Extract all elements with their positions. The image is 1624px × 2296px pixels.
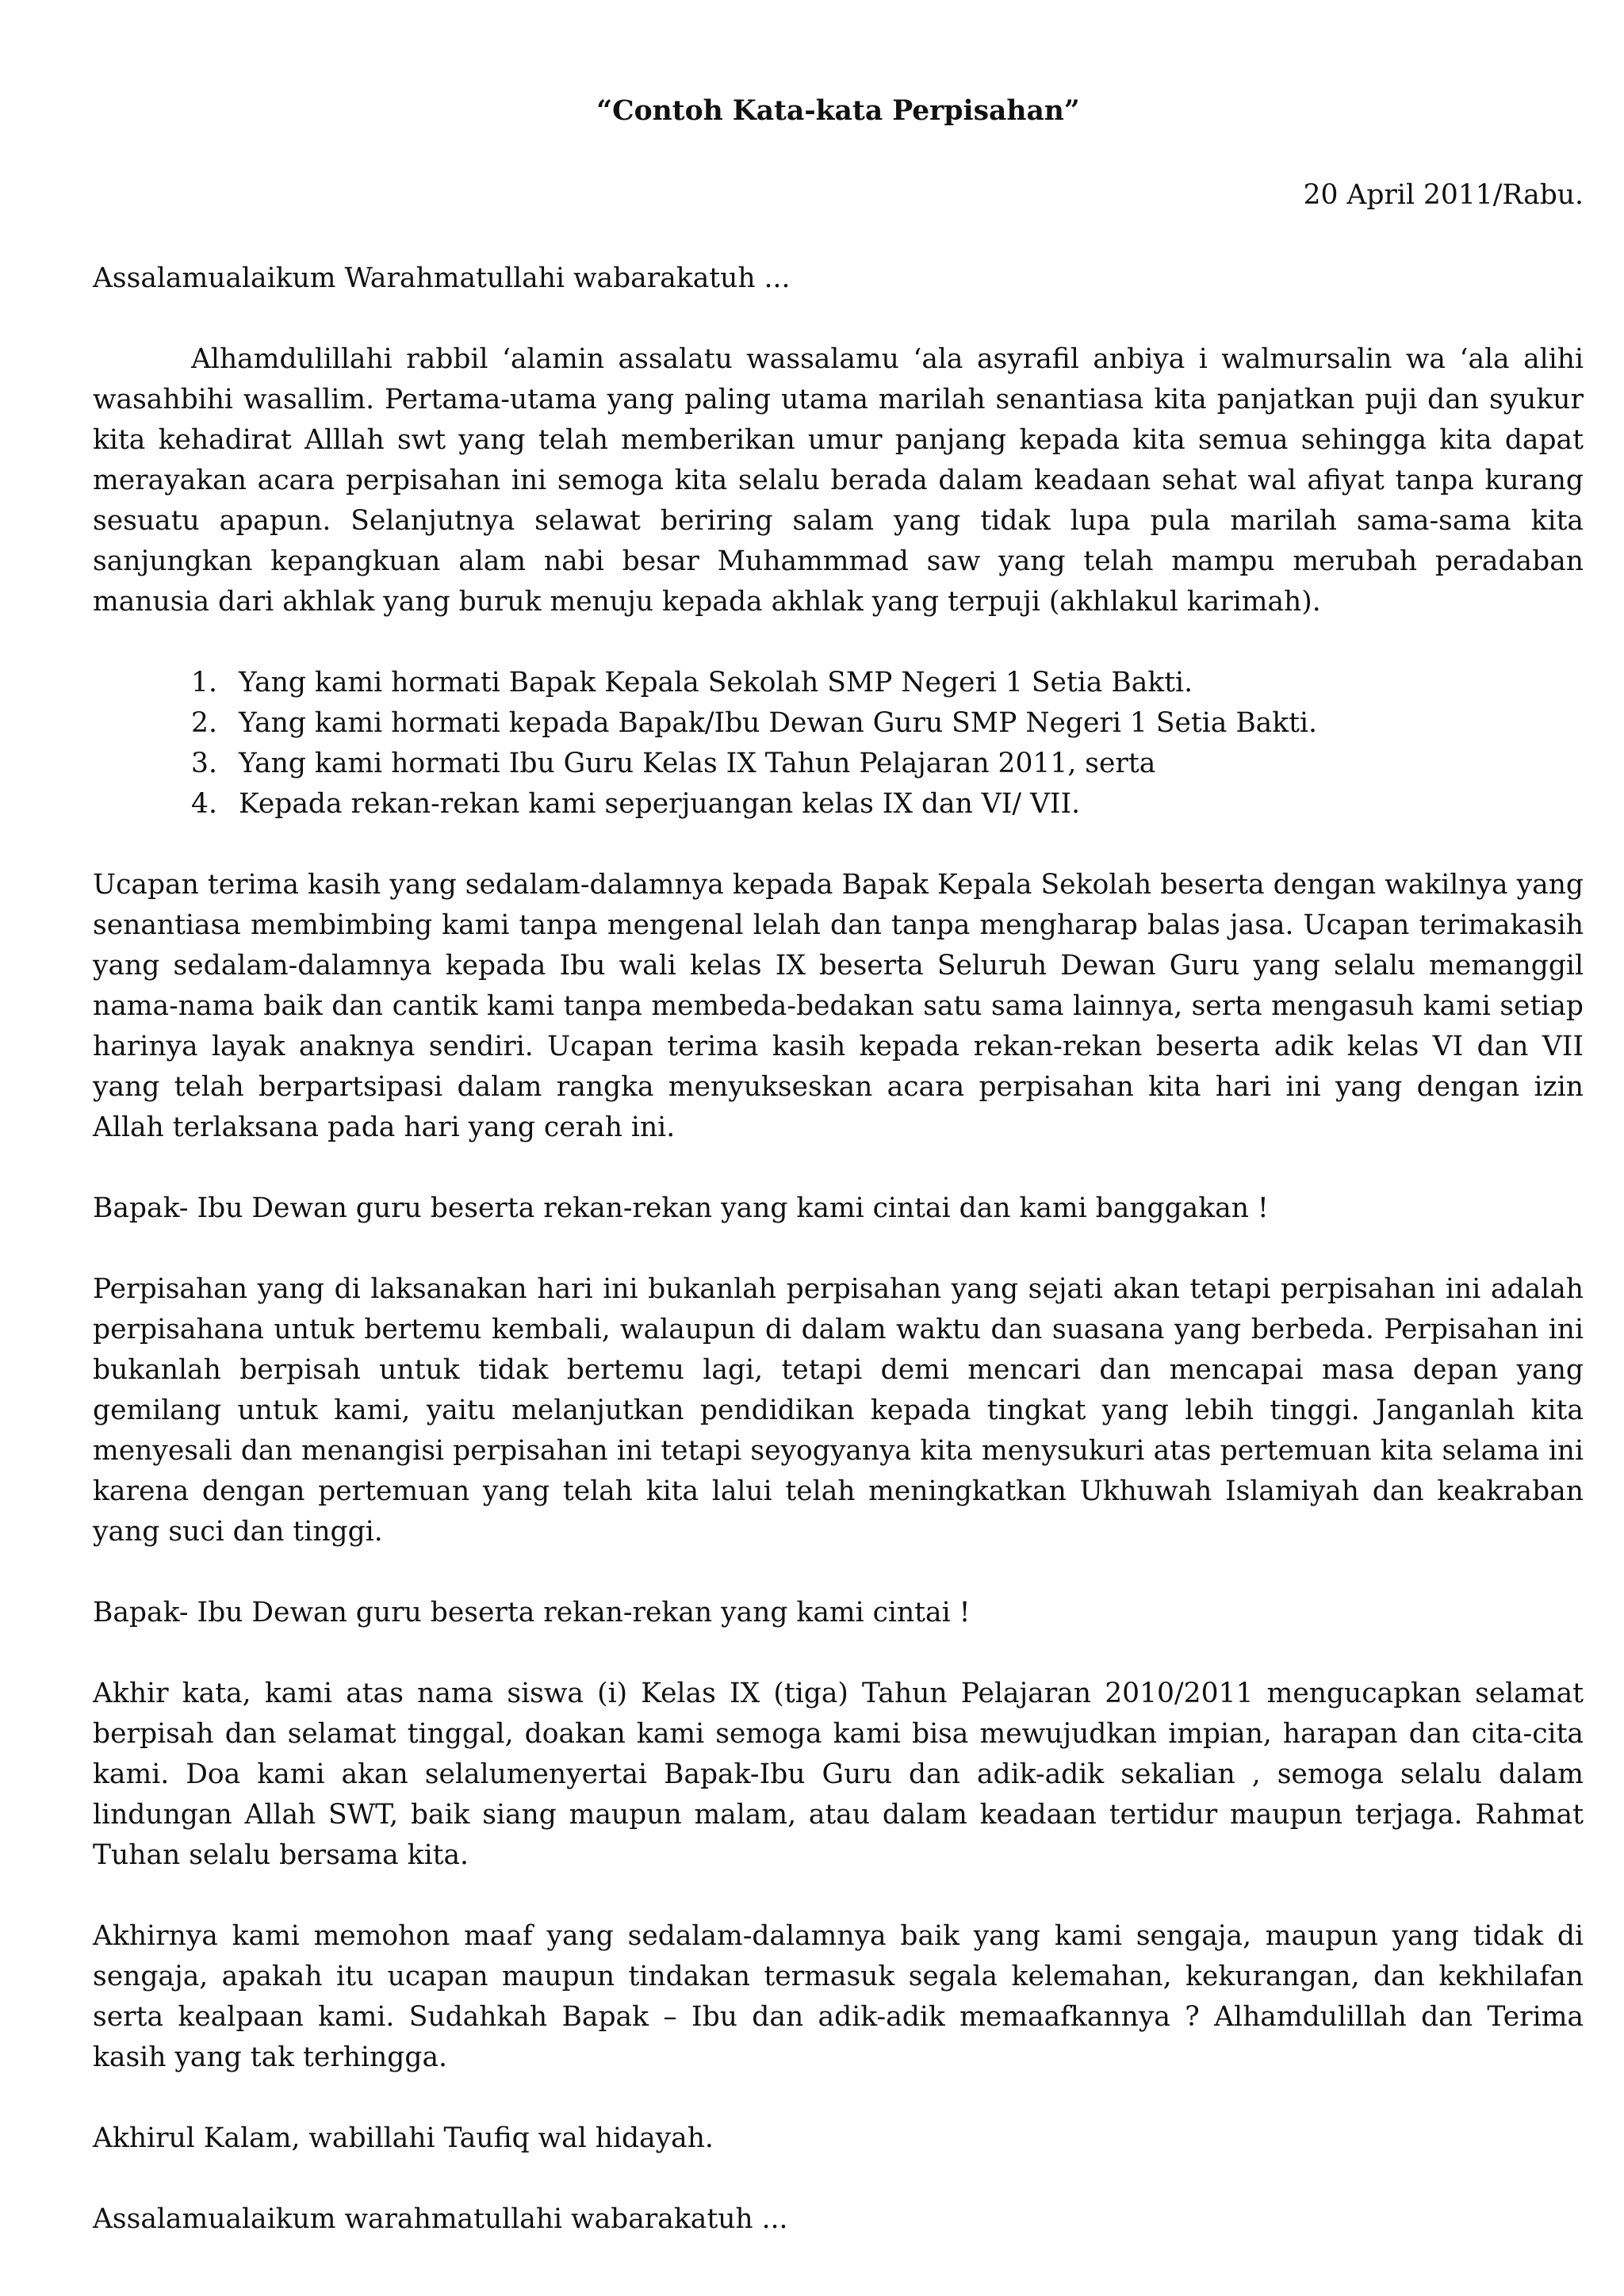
farewell-paragraph: Perpisahan yang di laksanakan hari ini bukanlah perpisahan yang sejati akan tetapi perpisahan ini adalah perpisahana untuk bertemu kembali, walaupun di dalam waktu dan suasana yang berbeda. Perpisahan ini bukanlah berpisah untuk tidak bertemu lagi, tetapi demi mencari dan mencapai masa depan yang gemilang untuk kami, yaitu melanjutkan pendidikan kepada tingkat yang lebih tinggi. Janganlah kita menyesali dan menangisi perpisahan ini tetapi seyogyanya kita menysukuri atas pertemuan kita selama ini karena dengan pertemuan yang telah kita lalui telah meningkatkan Ukhuwah Islamiyah dan keakraban yang suci dan tinggi. (93, 1273, 1584, 1548)
closing-words-paragraph: Akhir kata, kami atas nama siswa (i) Kelas IX (tiga) Tahun Pelajaran 2010/2011 mengucapkan selamat berpisah dan selamat tinggal, doakan kami semoga kami bisa mewujudkan impian, harapan dan cita-cita kami. Doa kami akan selalumenyertai Bapak-Ibu Guru dan adik-adik sekalian , semoga selalu dalam lindungan Allah SWT, baik siang maupun malam, atau dalam keadaan tertidur maupun terjaga. Rahmat Tuhan selalu bersama kita. (93, 1678, 1584, 1871)
closing-greeting: Assalamualaikum warahmatullahi wabarakatuh ... (93, 2203, 788, 2235)
address-line-1: Bapak- Ibu Dewan guru beserta rekan-rekan yang kami cintai dan kami banggakan ! (93, 1192, 1269, 1224)
opening-greeting: Assalamualaikum Warahmatullahi wabarakatuh ... (93, 262, 791, 294)
document-date: 20 April 2011/Rabu. (1303, 179, 1584, 211)
list-item-number: 4. (191, 788, 217, 820)
list-item (93, 703, 1584, 744)
list-item-text: Yang kami hormati kepada Bapak/Ibu Dewan Guru SMP Negeri 1 Setia Bakti. (239, 707, 1318, 739)
document-page (93, 83, 1584, 2240)
list-item-number: 3. (191, 748, 217, 779)
list-item-text: Yang kami hormati Ibu Guru Kelas IX Tahun Pelajaran 2011, serta (239, 748, 1156, 779)
thanks-paragraph: Ucapan terima kasih yang sedalam-dalamnya kepada Bapak Kepala Sekolah beserta dengan wakilnya yang senantiasa membimbing kami tanpa mengenal lelah dan tanpa mengharap balas jasa. Ucapan terimakasih yang sedalam-dalamnya kepada Ibu wali kelas IX beserta Seluruh Dewan Guru yang selalu memanggil nama-nama baik dan cantik kami tanpa membeda-bedakan satu sama lainnya, serta mengasuh kami setiap harinya layak anaknya sendiri. Ucapan terima kasih kepada rekan-rekan beserta adik kelas VI dan VII yang telah berpartsipasi dalam rangka menyukseskan acara perpisahan kita hari ini yang dengan izin Allah terlaksana pada hari yang cerah ini. (93, 869, 1584, 1143)
document-title: “Contoh Kata-kata Perpisahan” (596, 95, 1080, 127)
list-item (93, 744, 1584, 784)
apology-paragraph: Akhirnya kami memohon maaf yang sedalam-dalamnya baik yang kami sengaja, maupun yang tidak di sengaja, apakah itu ucapan maupun tindakan termasuk segala kelemahan, kekurangan, dan kekhilafan serta kealpaan kami. Sudahkah Bapak – Ibu dan adik-adik memaafkannya ? Alhamdulillah dan Terima kasih yang tak terhingga. (93, 1920, 1584, 2073)
intro-paragraph: Alhamdulillahi rabbil ‘alamin assalatu wassalamu ‘ala asyrafil anbiya i walmursalin wa ‘ala alihi wasahbihi wasallim. Pertama-utama yang paling utama marilah senantiasa kita panjatkan puji dan syukur kita kehadirat Alllah swt yang telah memberikan umur panjang kepada kita semua sehingga kita dapat merayakan acara perpisahan ini semoga kita selalu berada dalam keadaan sehat wal afiyat tanpa kurang sesuatu apapun. Selanjutnya selawat beriring salam yang tidak lupa pula marilah sama-sama kita sanjungkan kepangkuan alam nabi besar Muhammmad saw yang telah mampu merubah peradaban manusia dari akhlak yang buruk menuju kepada akhlak yang terpuji (akhlakul karimah). (93, 343, 1584, 618)
akhirul-kalam: Akhirul Kalam, wabillahi Taufiq wal hidayah. (93, 2122, 714, 2154)
list-item-text: Kepada rekan-rekan kami seperjuangan kelas IX dan VI/ VII. (239, 788, 1081, 820)
list-item (93, 784, 1584, 825)
list-item-number: 1. (191, 667, 217, 698)
list-item-number: 2. (191, 707, 217, 739)
list-item (93, 663, 1584, 703)
address-line-2: Bapak- Ibu Dewan guru beserta rekan-rekan yang kami cintai ! (93, 1597, 971, 1628)
salutation-list (93, 663, 1584, 825)
list-item-text: Yang kami hormati Bapak Kepala Sekolah SMP Negeri 1 Setia Bakti. (239, 667, 1193, 698)
